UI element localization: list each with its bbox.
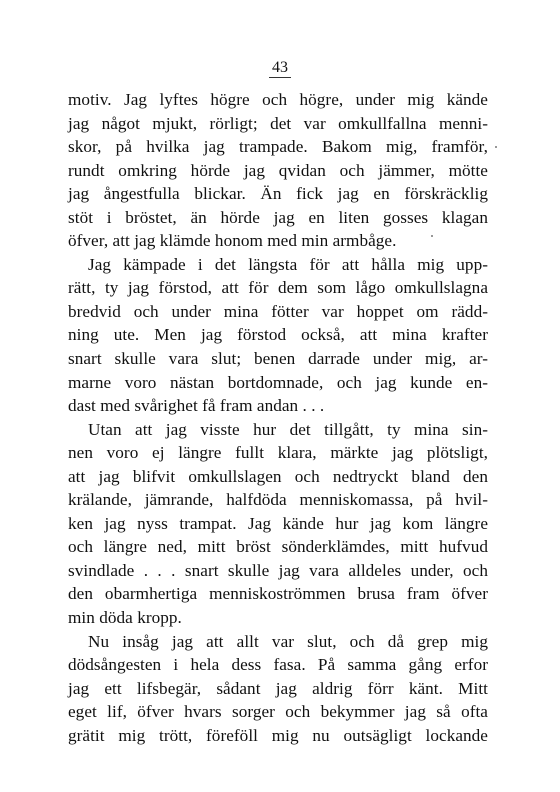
text-line: dast med svårighet få fram andan . . . bbox=[68, 396, 325, 416]
text-line: Utan att jag visste hur det tillgått, ty mina sin- bbox=[88, 419, 488, 439]
print-speck bbox=[495, 146, 497, 148]
text-line: ken jag nyss trampat. Jag kände hur jag kom längre bbox=[68, 513, 488, 533]
text-line: Nu insåg jag att allt var slut, och då grep mig bbox=[88, 631, 488, 651]
text-line: öfver, att jag klämde honom med min armbåge. bbox=[68, 231, 397, 251]
text-line: Jag kämpade i det längsta för att hålla mig upp- bbox=[88, 254, 488, 274]
print-speck bbox=[431, 235, 433, 237]
body-text bbox=[68, 88, 488, 747]
text-line: den obarmhertiga menniskoströmmen brusa fram öfver bbox=[68, 584, 488, 604]
text-line: eget lif, öfver hvars sorger och bekymmer jag så ofta bbox=[68, 702, 488, 722]
text-line: jag ett lifsbegär, sådant jag aldrig förr känt. Mitt bbox=[68, 678, 488, 698]
text-line: snart skulle vara slut; benen darrade under mig, ar- bbox=[68, 349, 488, 369]
text-line: bredvid och under mina fötter var hoppet om rädd- bbox=[68, 301, 488, 321]
page-number bbox=[0, 58, 560, 78]
text-line: jag ångestfulla blickar. Än fick jag en förskräcklig bbox=[68, 184, 488, 204]
text-line: krälande, jämrande, halfdöda menniskomassa, på hvil- bbox=[68, 490, 488, 510]
text-line: och längre ned, mitt bröst sönderklämdes, mitt hufvud bbox=[68, 537, 488, 557]
text-line: nen voro ej längre fullt klara, märkte jag plötsligt, bbox=[68, 443, 488, 463]
text-line: ning ute. Men jag förstod också, att mina krafter bbox=[68, 325, 488, 345]
text-line: rätt, ty jag förstod, att för dem som lågo omkullslagna bbox=[68, 278, 488, 298]
text-line: skor, på hvilka jag trampade. Bakom mig, framför, bbox=[68, 137, 488, 157]
text-line: motiv. Jag lyftes högre och högre, under mig kände bbox=[68, 90, 488, 109]
text-line: min döda kropp. bbox=[68, 608, 182, 628]
text-line: att jag blifvit omkullslagen och nedtryckt bland den bbox=[68, 466, 488, 486]
text-line: marne voro nästan bortdomnade, och jag kunde en- bbox=[68, 372, 488, 392]
text-line: stöt i bröstet, än hörde jag en liten gosses klagan bbox=[68, 207, 488, 227]
text-line: jag något mjukt, rörligt; det var omkullfallna menni- bbox=[68, 113, 488, 133]
text-line: dödsångesten i hela dess fasa. På samma gång erfor bbox=[68, 655, 488, 675]
text-line: grätit mig trött, föreföll mig nu outsägligt lockande bbox=[68, 725, 488, 745]
page-number-text: 43 bbox=[269, 59, 291, 78]
text-line: svindlade . . . snart skulle jag vara alldeles under, och bbox=[68, 560, 488, 580]
text-line: rundt omkring hörde jag qvidan och jämmer, mötte bbox=[68, 160, 488, 180]
